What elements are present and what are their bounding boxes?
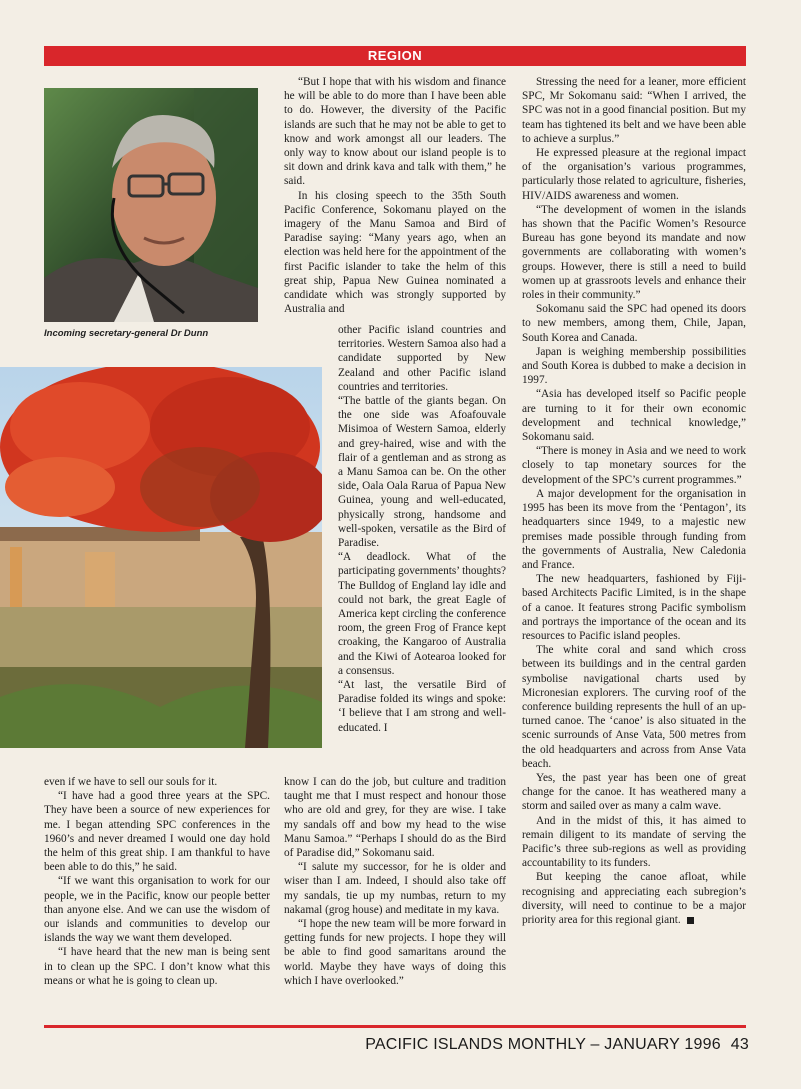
paragraph: Stressing the need for a leaner, more efficient SPC, Mr Sokomanu said: “When I arrived, the SPC was not in a good financial position. But my team has tightened its belt and we have been able to achieve a surplus.” xyxy=(522,76,746,145)
paragraph: He expressed pleasure at the regional impact of the organisation’s various programmes, particularly those related to agriculture, fisheries, HIV/AIDS awareness and women. xyxy=(522,147,746,202)
headquarters-photo xyxy=(0,367,322,748)
paragraph: Sokomanu said the SPC had opened its doors to new members, among them, Chile, Japan, South Korea and Canada. xyxy=(522,303,746,344)
page-footer xyxy=(365,1036,749,1054)
paragraph: “At last, the versatile Bird of Paradise folded its wings and spoke: ‘I believe that I am strong and well-educated. I xyxy=(338,679,506,734)
paragraph: “If we want this organisation to work for our people, we in the Pacific, know our people better than anyone else. And we can use the wisdom of our islands and communities to develop our islands the way we want them developed. xyxy=(44,875,270,945)
footer-rule xyxy=(44,1025,746,1028)
portrait-photo xyxy=(44,88,258,322)
page-number: 43 xyxy=(730,1036,749,1053)
paragraph: “I salute my successor, for he is older and wiser than I am. Indeed, I should also take off my sandals, tie up my numbas, return to my nakamal (grog house) and meditate in my kava. xyxy=(284,861,506,916)
paragraph xyxy=(522,870,746,927)
column-right xyxy=(522,75,746,927)
paragraph: The white coral and sand which cross between its buildings and in the central garden symbolise navigational charts used by Micronesian explorers. The curving roof of the conference building represents the hull of an up-turned canoe. The ‘canoe’ is also situated in the scenic surrounds of Anse Vata, 500 metres from the old headquarters and across from Anse Vata beach. xyxy=(522,644,746,770)
paragraph: A major development for the organisation in 1995 has been its move from the ‘Pentagon’, its headquarters since 1949, to a majestic new premises made possible through funding from the governments of Australia, New Caledonia and France. xyxy=(522,487,746,571)
paragraph: “The development of women in the islands has shown that the Pacific Women’s Resource Bureau has gone beyond its mandate and now governments are collaborating with women’s groups. However, there is still a need to build women up at grassroots levels and enhance their roles in their community.” xyxy=(522,203,746,302)
paragraph: “I have heard that the new man is being sent in to clean up the SPC. I don’t know what this means or what he is going to clean up. xyxy=(44,946,270,987)
paragraph: “I have had a good three years at the SPC. They have been a source of new experiences for me. I began attending SPC conferences in the 1960’s and never dreamed I would one day hold the helm of this great ship. I am thankful to have been able to do this,” he said. xyxy=(44,790,270,874)
paragraph: even if we have to sell our souls for it. xyxy=(44,776,218,788)
paragraph: “There is money in Asia and we need to work closely to tap monetary sources for the development of the SPC’s current programmes.” xyxy=(522,445,746,486)
paragraph: “Asia has developed itself so Pacific people are turning to it for their own economic development and technical knowledge,” Sokomanu said. xyxy=(522,388,746,444)
column-middle-top xyxy=(284,75,506,316)
paragraph: “I hope the new team will be more forward in getting funds for new projects. I hope they will be able to find good samaritans around the world. Maybe they have ways of doing this which I have overlooked.” xyxy=(284,918,506,987)
paragraph: “The battle of the giants began. On the one side was Afoafouvale Misimoa of Western Samoa, elderly and grey-haired, wise and with the flair of a gentleman and as strong as a Manu Samoa can be. On the other side, Oala Oala Rarua of Papua New Guinea, young and well-educated, physically strong, handsome and well-spoken, versatile as the Bird of Paradise. xyxy=(338,395,506,550)
photo-caption: Incoming secretary-general Dr Dunn xyxy=(44,328,209,339)
column-middle-bottom xyxy=(284,775,506,988)
paragraph: know I can do the job, but culture and tradition taught me that I must respect and honour those who are old and grey, for they are wise. I take my sandals off and bow my head to the wise Manu Samoa.” “Perhaps I should do as the Bird of Paradise did,” Sokomanu said. xyxy=(284,776,506,860)
paragraph: Yes, the past year has been one of great change for the canoe. It has weathered many a storm and sailed over as many a calm wave. xyxy=(522,771,746,813)
paragraph: “But I hope that with his wisdom and finance he will be able to do more than I have been able to do. However, the diversity of the Pacific islands are such that he may not be able to get to know and work amongst all our leaders. The only way to know about our island people is to sit down and drink kava and talk with them,” he said. xyxy=(284,76,506,188)
paragraph: Japan is weighing membership possibilities and South Korea is dubbed to make a decision in 1997. xyxy=(522,345,746,387)
section-banner: REGION xyxy=(44,46,746,66)
paragraph: The new headquarters, fashioned by Fiji-based Architects Pacific Limited, is in the shape of a canoe. It features strong Pacific symbolism and portrays the importance of the ocean and its resources to Pacific island peoples. xyxy=(522,573,746,642)
end-mark-icon xyxy=(687,917,694,924)
paragraph: “A deadlock. What of the participating governments’ thoughts? The Bulldog of England lay idle and could not bark, the great Eagle of America kept circling the conference room, the green Frog of France kept croaking, the Kangaroo of Australia and the Kiwi of Aotearoa looked for a consensus. xyxy=(338,551,506,677)
column-middle-narrow xyxy=(338,323,506,735)
paragraph: other Pacific island countries and territories. Western Samoa also had a candidate supported by New Zealand and other Pacific island countries and territories. xyxy=(338,324,506,393)
paragraph-text: But keeping the canoe afloat, while recognising and appreciating each subregion’s diversity, will need to continue to be a major priority area for this regional giant. xyxy=(522,871,746,926)
paragraph: And in the midst of this, it has aimed to remain diligent to its mandate of serving the Pacific’s three sub-regions as well as providing accountability to its funders. xyxy=(522,814,746,870)
paragraph: In his closing speech to the 35th South Pacific Conference, Sokomanu played on the imagery of the Manu Samoa and Bird of Paradise saying: “Many years ago, when an election was held here for the appointment of the first Pacific islander to take the helm of this great ship, Papua New Guinea nominated a candidate which was strongly supported by Australia and xyxy=(284,189,506,316)
column-left xyxy=(44,775,270,988)
publication-line: PACIFIC ISLANDS MONTHLY – JANUARY 1996 xyxy=(365,1036,721,1053)
